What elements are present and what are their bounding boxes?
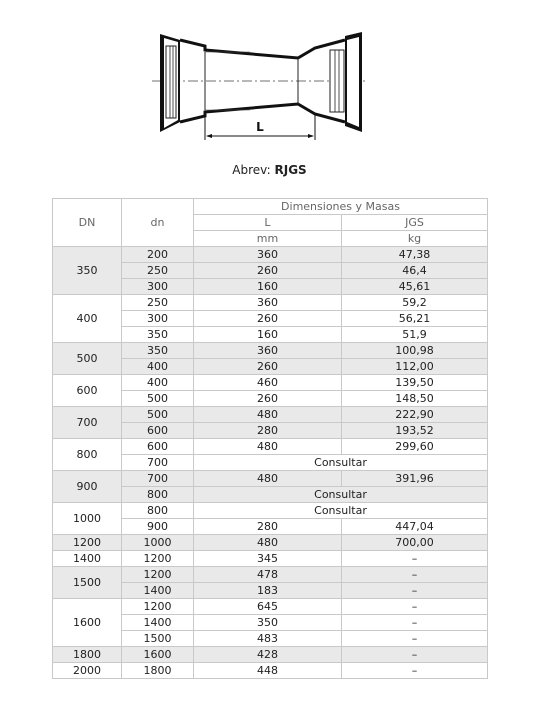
cell-consultar: Consultar [194, 487, 488, 503]
table-row [53, 343, 488, 359]
cell-jgs: – [342, 663, 488, 679]
cell-jgs: 299,60 [342, 439, 488, 455]
header-l: L [194, 215, 342, 231]
header-dn: DN [53, 199, 122, 247]
cell-dn-small: 250 [122, 295, 194, 311]
cell-jgs: 56,21 [342, 311, 488, 327]
cell-l: 360 [194, 247, 342, 263]
table-row [53, 599, 488, 615]
cell-jgs: 193,52 [342, 423, 488, 439]
cell-dn-small: 600 [122, 423, 194, 439]
cell-l: 280 [194, 423, 342, 439]
cell-l: 360 [194, 343, 342, 359]
cell-jgs: – [342, 615, 488, 631]
cell-dn: 2000 [53, 663, 122, 679]
cell-dn-small: 200 [122, 247, 194, 263]
cell-dn-small: 350 [122, 343, 194, 359]
cell-dn-small: 1000 [122, 535, 194, 551]
header-jgs: JGS [342, 215, 488, 231]
cell-jgs: 51,9 [342, 327, 488, 343]
cell-dn-small: 900 [122, 519, 194, 535]
header-jgs-unit: kg [342, 231, 488, 247]
cell-l: 460 [194, 375, 342, 391]
cell-l: 480 [194, 407, 342, 423]
pipe-reducer-drawing [150, 28, 370, 148]
cell-l: 360 [194, 295, 342, 311]
cell-jgs: 46,4 [342, 263, 488, 279]
table-row [53, 503, 488, 519]
cell-dn-small: 700 [122, 471, 194, 487]
cell-dn: 1600 [53, 599, 122, 647]
cell-dn-small: 800 [122, 487, 194, 503]
cell-l: 478 [194, 567, 342, 583]
cell-dn-small: 1200 [122, 567, 194, 583]
cell-dn: 800 [53, 439, 122, 471]
cell-jgs: 391,96 [342, 471, 488, 487]
cell-dn-small: 300 [122, 311, 194, 327]
cell-jgs: – [342, 647, 488, 663]
cell-dn-small: 1800 [122, 663, 194, 679]
cell-dn: 1500 [53, 567, 122, 599]
cell-dn-small: 300 [122, 279, 194, 295]
cell-dn-small: 1500 [122, 631, 194, 647]
cell-l: 280 [194, 519, 342, 535]
cell-dn-small: 400 [122, 359, 194, 375]
table-row [53, 247, 488, 263]
cell-dn: 600 [53, 375, 122, 407]
cell-l: 350 [194, 615, 342, 631]
table-row [53, 295, 488, 311]
cell-jgs: 700,00 [342, 535, 488, 551]
cell-jgs: 47,38 [342, 247, 488, 263]
cell-dn: 1200 [53, 535, 122, 551]
cell-l: 160 [194, 327, 342, 343]
cell-dn: 1000 [53, 503, 122, 535]
table-body [53, 247, 488, 679]
cell-dn-small: 600 [122, 439, 194, 455]
cell-dn: 700 [53, 407, 122, 439]
table-row [53, 567, 488, 583]
cell-jgs: 222,90 [342, 407, 488, 423]
cell-jgs: 59,2 [342, 295, 488, 311]
cell-l: 260 [194, 311, 342, 327]
cell-l: 260 [194, 263, 342, 279]
cell-l: 345 [194, 551, 342, 567]
cell-l: 645 [194, 599, 342, 615]
cell-jgs: 447,04 [342, 519, 488, 535]
cell-l: 160 [194, 279, 342, 295]
cell-dn-small: 1400 [122, 583, 194, 599]
cell-dn: 500 [53, 343, 122, 375]
cell-dn: 1400 [53, 551, 122, 567]
cell-consultar: Consultar [194, 455, 488, 471]
cell-dn-small: 700 [122, 455, 194, 471]
cell-l: 480 [194, 535, 342, 551]
cell-dn-small: 800 [122, 503, 194, 519]
cell-dn-small: 1400 [122, 615, 194, 631]
cell-dn-small: 400 [122, 375, 194, 391]
cell-dn: 400 [53, 295, 122, 343]
cell-dn: 900 [53, 471, 122, 503]
cell-jgs: – [342, 551, 488, 567]
cell-l: 260 [194, 359, 342, 375]
cell-l: 448 [194, 663, 342, 679]
abbreviation-caption [0, 163, 539, 177]
cell-jgs: – [342, 631, 488, 647]
table-row [53, 471, 488, 487]
header-group: Dimensiones y Masas [194, 199, 488, 215]
table-row [53, 439, 488, 455]
cell-dn-small: 250 [122, 263, 194, 279]
cell-jgs: 45,61 [342, 279, 488, 295]
dimensions-table [52, 198, 488, 679]
table-row [53, 551, 488, 567]
cell-consultar: Consultar [194, 503, 488, 519]
abbreviation-prefix: Abrev: [232, 163, 271, 177]
table-row [53, 535, 488, 551]
cell-jgs: 139,50 [342, 375, 488, 391]
cell-dn-small: 1600 [122, 647, 194, 663]
cell-l: 428 [194, 647, 342, 663]
table-row [53, 663, 488, 679]
cell-jgs: – [342, 599, 488, 615]
cell-dn-small: 500 [122, 391, 194, 407]
cell-dn-small: 500 [122, 407, 194, 423]
cell-dn-small: 350 [122, 327, 194, 343]
header-l-unit: mm [194, 231, 342, 247]
cell-l: 480 [194, 439, 342, 455]
abbreviation-code: RJGS [274, 163, 307, 177]
cell-jgs: 112,00 [342, 359, 488, 375]
cell-dn: 1800 [53, 647, 122, 663]
cell-dn-small: 1200 [122, 599, 194, 615]
cell-jgs: 148,50 [342, 391, 488, 407]
cell-l: 183 [194, 583, 342, 599]
table-row [53, 647, 488, 663]
cell-dn-small: 1200 [122, 551, 194, 567]
cell-l: 260 [194, 391, 342, 407]
cell-jgs: 100,98 [342, 343, 488, 359]
header-dn-small: dn [122, 199, 194, 247]
cell-jgs: – [342, 583, 488, 599]
table-row [53, 375, 488, 391]
cell-l: 480 [194, 471, 342, 487]
cell-l: 483 [194, 631, 342, 647]
dimension-label: L [256, 120, 264, 134]
cell-dn: 350 [53, 247, 122, 295]
table-row [53, 407, 488, 423]
cell-jgs: – [342, 567, 488, 583]
